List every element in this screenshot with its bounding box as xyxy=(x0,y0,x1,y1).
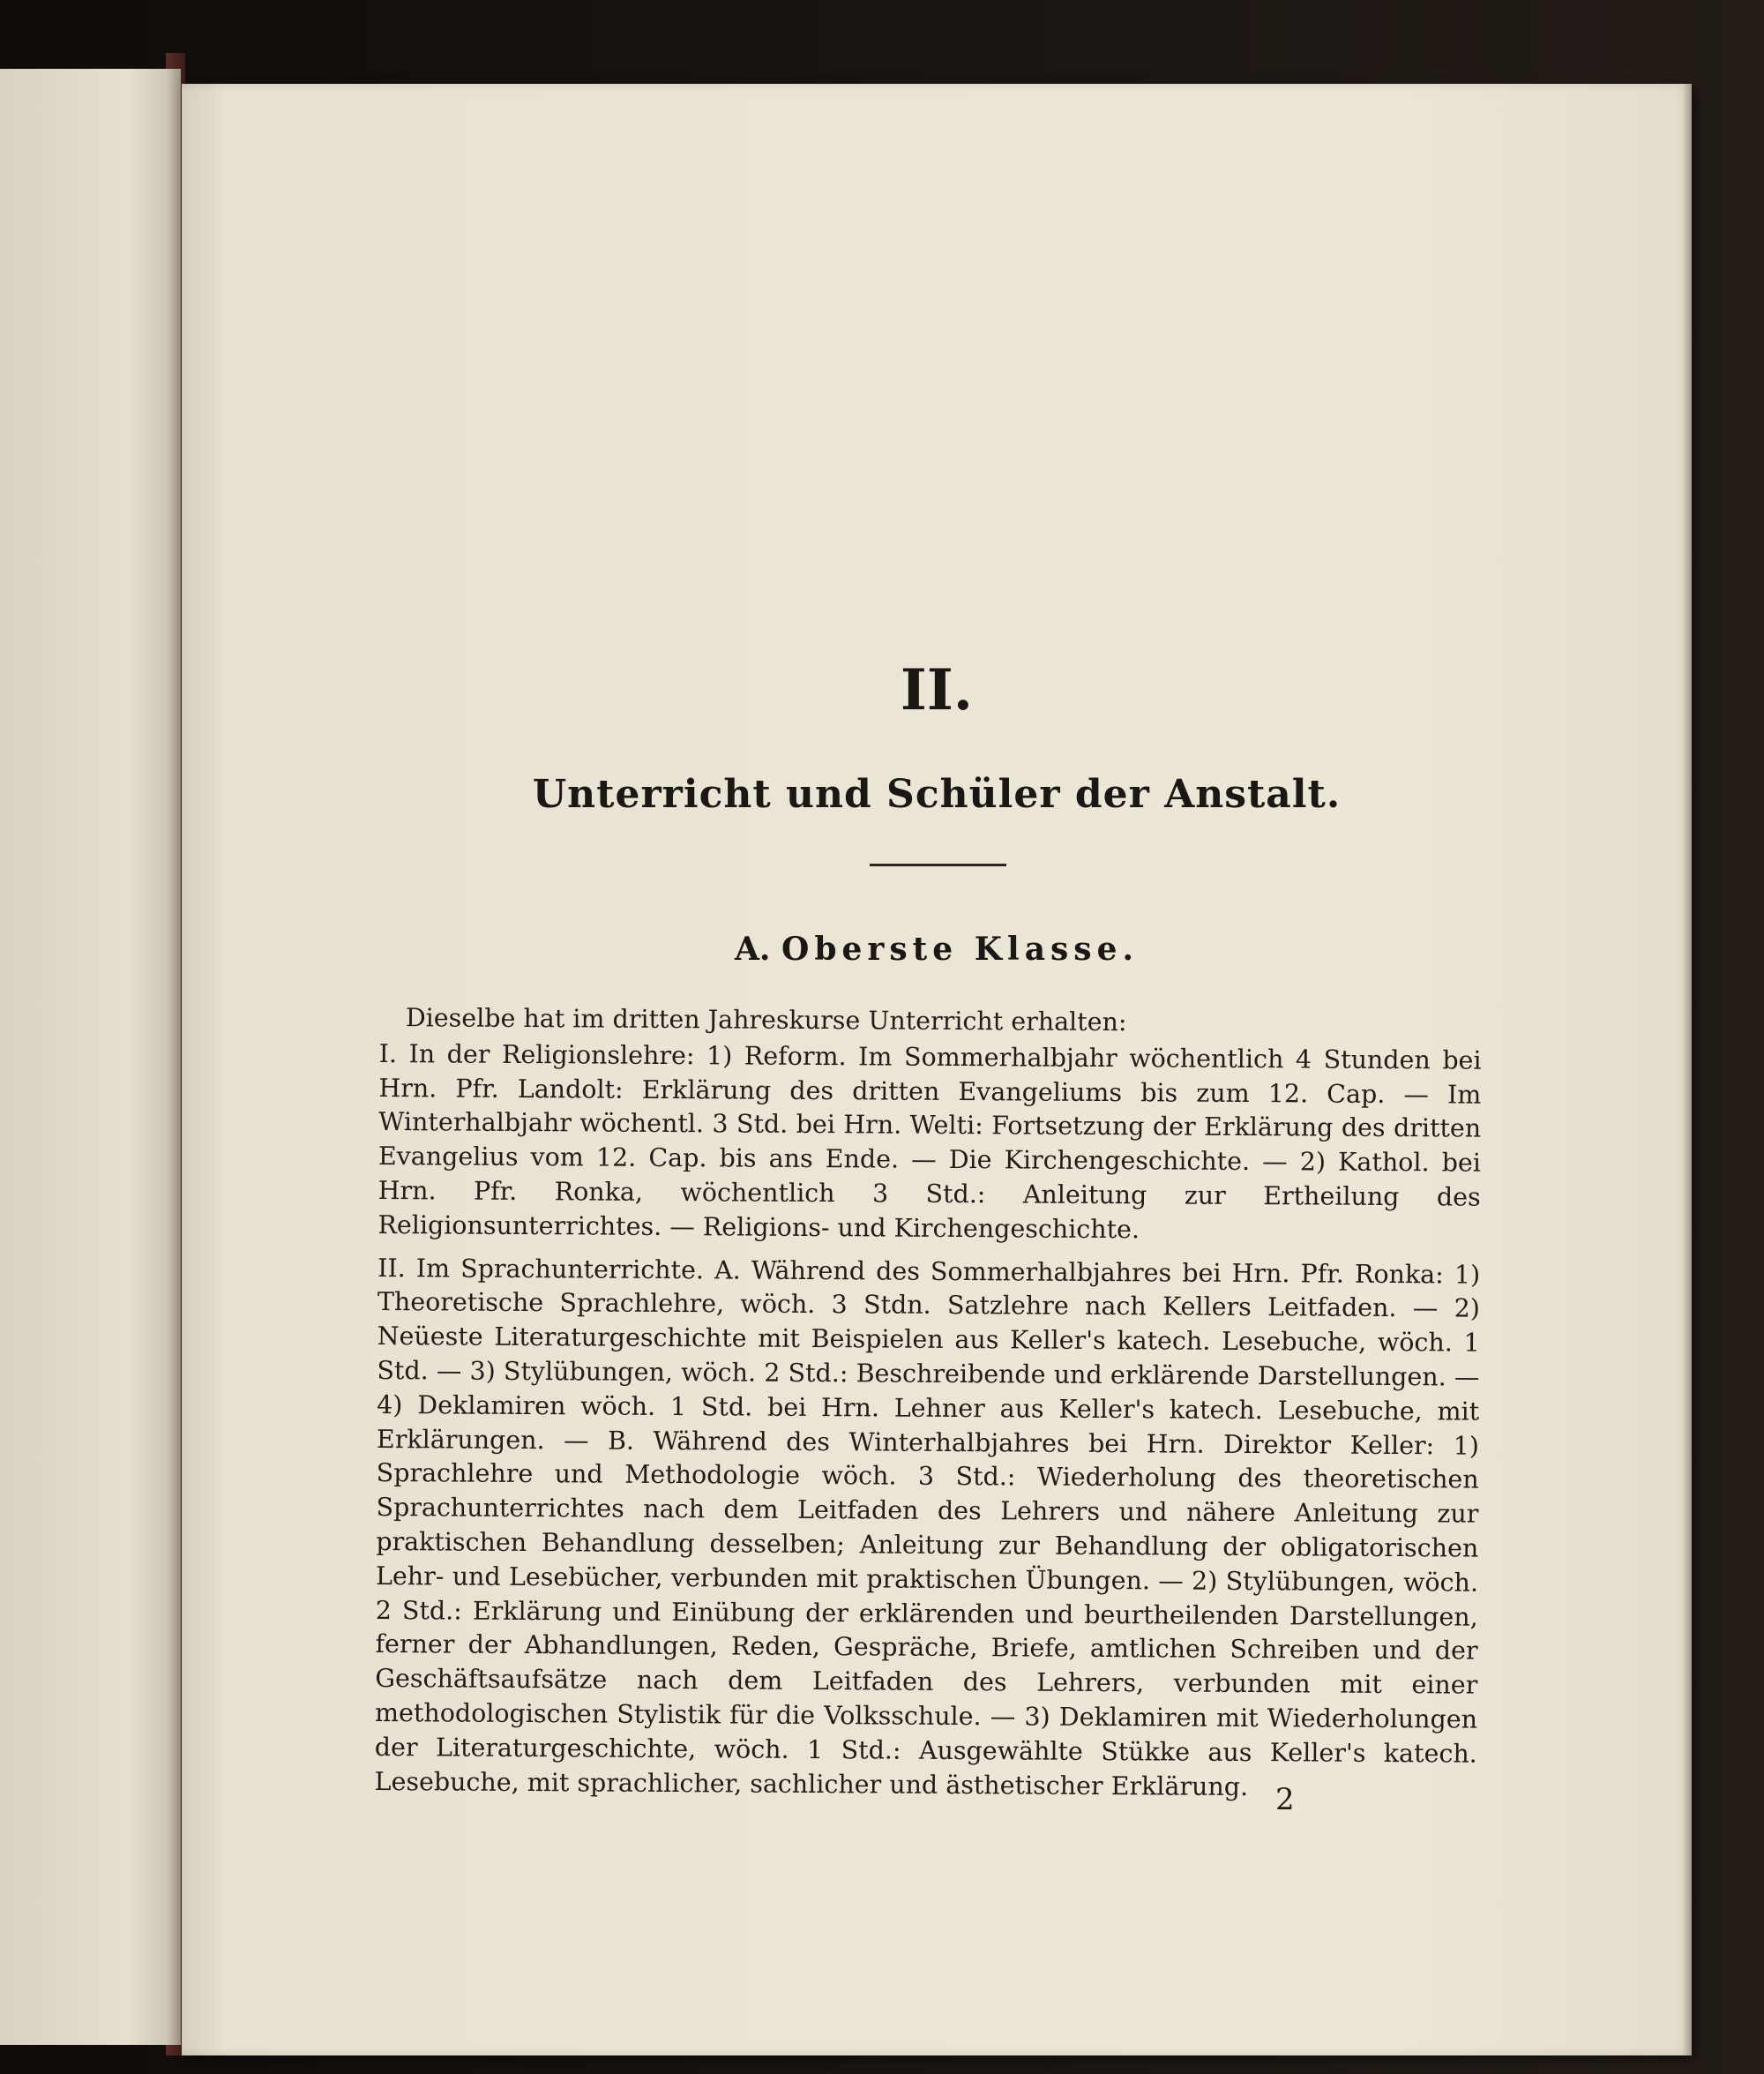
chapter-number: II. xyxy=(900,657,974,723)
subsection-title xyxy=(182,931,1692,968)
intro-line: Dieselbe hat im dritten Jahreskurse Unterricht erhalten: xyxy=(405,1003,1127,1037)
left-page-edge xyxy=(0,69,181,2045)
paragraph-language: II. Im Sprachunterrichte. A. Während des Sommerhalbjahres bei Hrn. Pfr. Ronka: 1) Theoretische Sprachlehre, wöch. 3 Stdn. Satzlehre nach Kellers Leitfaden. — 2) Neüeste Literaturgeschichte mit Beispielen aus Keller's katech. Lesebuche, wöch. 1 Std. — 3) Stylübungen, wöch. 2 Std.: Beschreibende und erklärende Darstellungen. — 4) Deklamiren wöch. 1 Std. bei Hrn. Lehner aus Keller's katech. Lesebuche, mit Erklärungen. — B. Während des Winterhalbjahres bei Hrn. Direktor Keller: 1) Sprachlehre und Methodologie wöch. 3 Std.: Wiederholung des theoretischen Sprachunterrichtes nach dem Leitfaden des Lehrers und nähere Anleitung zur praktischen Behandlung desselben; Anleitung zur Behandlung der obligatorischen Lehr- und Lesebücher, verbunden mit praktischen Übungen. — 2) Stylübungen, wöch. 2 Std.: Erklärung und Einübung der erklärenden und beurtheilenden Darstellungen, ferner der Abhandlungen, Reden, Gespräche, Briefe, amtlichen Schreiben und der Geschäftsaufsätze nach dem Leitfaden des Lehrers, verbunden mit einer methodologischen Stylistik für die Volksschule. — 3) Deklamiren mit Wiederholungen der Literaturgeschichte, wöch. 1 Std.: Ausgewählte Stükke aus Keller's katech. Lesebuche, mit sprachlicher, sachlicher und ästhetischer Erklärung. xyxy=(374,1253,1481,1801)
body-text xyxy=(374,1001,1482,1815)
subsection-name: Oberste Klasse. xyxy=(781,931,1139,968)
document-page xyxy=(182,84,1692,2055)
title-divider xyxy=(870,864,1006,866)
subsection-letter: A. xyxy=(734,931,771,968)
section-title: Unterricht und Schüler der Anstalt. xyxy=(532,772,1342,817)
page-number: 2 xyxy=(1275,1782,1295,1817)
paragraph-religion: I. In der Religionslehre: 1) Reform. Im Sommerhalbjahr wöchentlich 4 Stunden bei Hrn. Pfr. Landolt: Erklärung des dritten Evangeliums bis zum 12. Cap. — Im Winterhalbjahr wöchentl. 3 Std. bei Hrn. Welti: Fortsetzung der Erklärung des dritten Evangelius vom 12. Cap. bis ans Ende. — Die Kirchengeschichte. — 2) Kathol. bei Hrn. Pfr. Ronka, wöchentlich 3 Std.: Anleitung zur Ertheilung des Religionsunterrichtes. — Religions- und Kirchengeschichte. xyxy=(377,1038,1482,1245)
